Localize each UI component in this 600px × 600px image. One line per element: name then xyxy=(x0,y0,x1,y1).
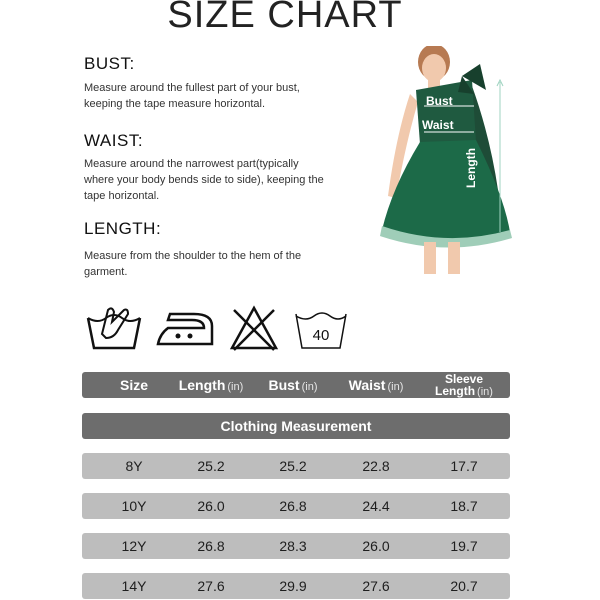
cell-waist: 26.0 xyxy=(362,538,390,554)
cell-sleeve: 19.7 xyxy=(450,538,478,554)
cell-length: 27.6 xyxy=(197,578,225,594)
iron-low-heat-icon xyxy=(154,304,216,354)
header-size: Size xyxy=(119,377,148,393)
cell-size: 10Y xyxy=(121,498,147,514)
waist-description: Measure around the narrowest part(typically where your body bends side to side), keeping the tape horizontal. xyxy=(84,158,324,202)
header-length-label: Length xyxy=(178,377,226,393)
cell-sleeve: 18.7 xyxy=(450,498,478,514)
header-sleeve-length xyxy=(418,373,510,399)
header-bust-label: Bust xyxy=(268,377,300,393)
clothing-measurement-banner: Clothing Measurement xyxy=(82,413,510,439)
header-bust-unit: (in) xyxy=(301,381,318,393)
cell-bust: 29.9 xyxy=(279,578,307,594)
header-waist xyxy=(334,372,418,398)
cell-sleeve: 17.7 xyxy=(450,458,478,474)
cell-bust: 25.2 xyxy=(279,458,307,474)
header-length xyxy=(170,372,252,398)
cell-waist: 22.8 xyxy=(362,458,390,474)
wash-temperature: 40 xyxy=(312,327,330,344)
cell-length: 26.0 xyxy=(197,498,225,514)
cell-length: 26.8 xyxy=(197,538,225,554)
cell-waist: 24.4 xyxy=(362,498,390,514)
header-sleeve-label: Length xyxy=(435,384,476,398)
cell-size: 8Y xyxy=(125,458,143,474)
table-row xyxy=(82,573,510,599)
length-heading: LENGTH: xyxy=(84,219,162,238)
machine-wash-40-icon xyxy=(292,304,350,354)
header-bust xyxy=(254,372,332,398)
cell-length: 25.2 xyxy=(197,458,225,474)
do-not-bleach-icon xyxy=(228,304,280,354)
header-length-unit: (in) xyxy=(227,381,244,393)
header-waist-label: Waist xyxy=(348,377,386,393)
cell-waist: 27.6 xyxy=(362,578,390,594)
page-title: SIZE CHART xyxy=(167,0,403,36)
header-waist-unit: (in) xyxy=(387,381,404,393)
cell-size: 12Y xyxy=(121,538,147,554)
waist-heading: WAIST: xyxy=(84,131,144,150)
bust-description: Measure around the fullest part of your bust, keeping the tape measure horizontal. xyxy=(84,82,300,110)
waist-label: Waist xyxy=(422,118,454,132)
cell-sleeve: 20.7 xyxy=(450,578,478,594)
cell-size: 14Y xyxy=(121,578,147,594)
header-sleeve-line2 xyxy=(418,385,510,398)
table-row xyxy=(82,453,510,479)
cell-bust: 28.3 xyxy=(279,538,307,554)
cell-bust: 26.8 xyxy=(279,498,307,514)
hand-wash-icon xyxy=(84,304,144,354)
length-label: Length xyxy=(464,148,478,188)
table-row xyxy=(82,533,510,559)
table-header xyxy=(82,372,510,398)
dress-illustration xyxy=(376,46,516,274)
length-description: Measure from the shoulder to the hem of the garment. xyxy=(84,250,302,278)
bust-label: Bust xyxy=(426,94,453,108)
header-sleeve-unit: (in) xyxy=(477,386,493,398)
table-row xyxy=(82,493,510,519)
bust-heading: BUST: xyxy=(84,54,135,73)
header-sleeve-line1: Sleeve xyxy=(444,372,484,386)
dress-figure xyxy=(376,46,516,274)
